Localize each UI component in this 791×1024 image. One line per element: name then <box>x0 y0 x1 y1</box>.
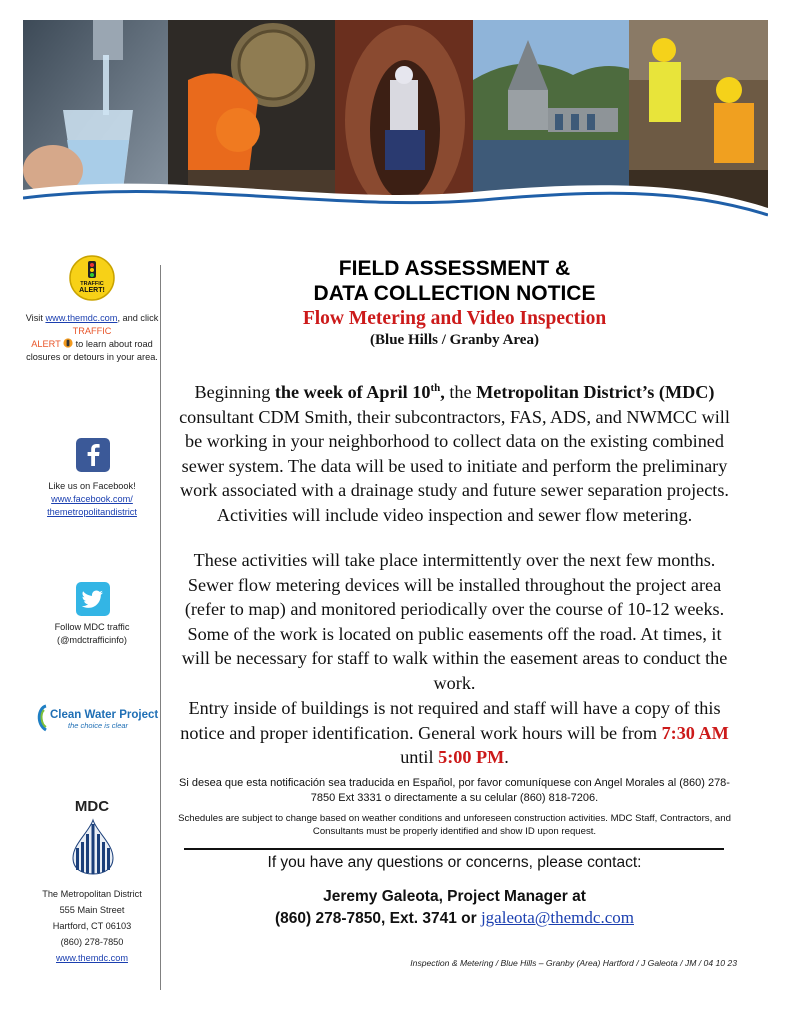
themdc-link[interactable]: www.themdc.com <box>45 313 118 323</box>
svg-text:the choice is clear: the choice is clear <box>68 721 129 730</box>
traffic-light-icon <box>63 338 73 348</box>
traffic-alert-icon <box>69 255 115 301</box>
paragraph-intro: Beginning the week of April 10th, the Metropolitan District’s (MDC) consultant CDM Smith, their subcontractors, FAS, ADS, and NWMCC will be working in your neighborhood to collect data on the existing combined sewer system. The data will be used to initiate and perform the preliminary work associated with a drainage study and future sewer separation projects. Activities will include video inspection and sewer flow metering. <box>179 382 730 525</box>
header-photo-banner <box>23 20 768 220</box>
sidebar <box>24 250 160 990</box>
contact-phone: (860) 278-7850, Ext. 3741 or jgaleota@themdc.com <box>275 908 634 927</box>
spanish-notice: Si desea que esta notificación sea traducida en Español, por favor comuníquese con Angel Morales al (860) 278-7850 Ext 3331 o directamente a su celular (860) 818-7206. <box>179 777 730 804</box>
footer-reference: Inspection & Metering / Blue Hills – Granby (Area) Hartford / J Galeota / JM / 04 10 23 <box>410 958 737 968</box>
twitter-text: Follow MDC traffic (@mdctrafficinfo) <box>54 622 130 645</box>
facebook-link[interactable]: www.facebook.com/ themetropolitandistrict <box>47 494 137 517</box>
facebook-icon[interactable] <box>76 438 110 472</box>
banner-wave <box>23 20 768 220</box>
svg-text:TRAFFIC: TRAFFIC <box>80 281 104 287</box>
paragraph-work-hours: Entry inside of buildings is not required and staff will have a copy of this notice and proper identification. General work hours will be from 7:30 AM until 5:00 PM. <box>180 698 729 767</box>
notice-title: FIELD ASSESSMENT & DATA COLLECTION NOTICE <box>313 257 596 305</box>
mdc-logo-text: MDC <box>74 798 110 815</box>
notice-area: (Blue Hills / Granby Area) <box>370 332 539 348</box>
svg-text:ALERT!: ALERT! <box>79 287 105 294</box>
mdc-website-link[interactable]: www.themdc.com <box>56 953 128 963</box>
twitter-icon[interactable] <box>76 582 110 616</box>
svg-text:Clean Water Project: Clean Water Project <box>50 709 159 721</box>
facebook-text: Like us on Facebook! www.facebook.com/ themetropolitandistrict <box>47 481 137 517</box>
paragraph-activities: These activities will take place intermittently over the next few months. Sewer flow metering devices will be installed throughout the project area (refer to map) and monitored periodically over the course of 10-12 weeks. Some of the work is located on public easements off the road. At times, it will be necessary for staff to walk within the easement areas to conduct the work. <box>181 550 728 693</box>
contact-email-link[interactable]: jgaleota@themdc.com <box>480 908 634 927</box>
mdc-logo <box>67 818 119 876</box>
clean-water-project-logo <box>34 702 160 734</box>
contact-intro: If you have any questions or concerns, please contact: <box>267 854 642 871</box>
schedule-disclaimer: Schedules are subject to change based on weather conditions and unforeseen construction activities. MDC Staff, Contractors, and Consultants must be properly identified and show ID upon request. <box>178 813 731 837</box>
contact-name: Jeremy Galeota, Project Manager at <box>323 888 586 905</box>
sidebar-divider <box>160 265 161 990</box>
mdc-address: The Metropolitan District 555 Main Street Hartford, CT 06103 (860) 278-7850 www.themdc.com <box>42 889 142 963</box>
contact-divider <box>184 848 724 850</box>
traffic-alert-text: Visit www.themdc.com, and click TRAFFIC ALERT to learn about road closures or detours in your area. <box>25 313 159 362</box>
notice-subtitle: Flow Metering and Video Inspection <box>302 308 607 329</box>
